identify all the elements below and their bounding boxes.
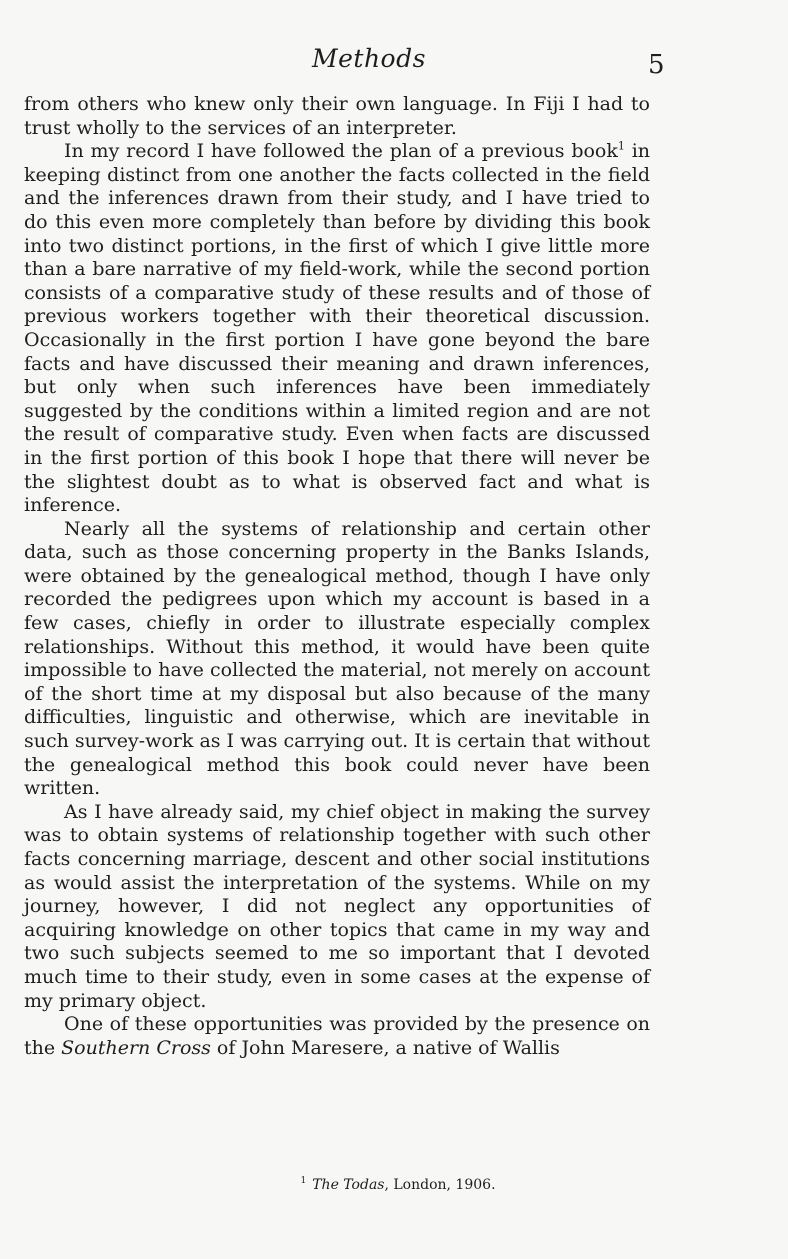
running-title: Methods <box>312 44 426 73</box>
paragraph-5 <box>24 1013 650 1060</box>
footnote-marker: 1 <box>300 1176 307 1187</box>
paragraph-2-rest: in keeping distinct from one another the facts collected in the field and the inferences drawn from their study, and I have tried to do this even more completely than before by dividing this book into two distinct portions, in the first of which I give little more than a bare narrative of my field-work, while the second portion consists of a comparative study of these results and of those of previous workers together with their theoretical discussion. Occasionally in the first portion I have gone beyond the bare facts and have discussed their meaning and drawn inferences, but only when such inferences have been immediately suggested by the conditions within a limited region and are not the result of comparative study. Even when facts are discussed in the first portion of this book I hope that there will never be the slightest doubt as to what is observed fact and what is inference. <box>24 140 651 517</box>
paragraph-5-rest: of John Maresere, a native of Wallis <box>210 1036 560 1059</box>
footnote <box>0 1177 788 1193</box>
body-text <box>24 93 650 1060</box>
paragraph-2-start: In my record I have followed the plan of a previous book <box>64 140 618 163</box>
ship-name: Southern Cross <box>61 1036 211 1059</box>
page-number: 5 <box>648 50 665 80</box>
footnote-work-title: The Todas <box>312 1177 385 1193</box>
paragraph-5-start: One of these opportunities was provided by the presence on the <box>24 1013 650 1059</box>
footnote-reference: 1 <box>617 139 625 153</box>
paragraph-1: from others who knew only their own language. In Fiji I had to trust wholly to the services of an interpreter. <box>24 93 650 139</box>
footnote-citation: , London, 1906. <box>384 1177 496 1193</box>
paragraph-4: As I have already said, my chief object in making the survey was to obtain systems of relationship together with such other facts concerning marriage, descent and other social institutions as would assist the interpretation of the systems. While on my journey, however, I did not neglect any opportunities of acquiring knowledge on other topics that came in my way and two such subjects seemed to me so important that I devoted much time to their study, even in some cases at the expense of my primary object. <box>24 800 650 1012</box>
running-head <box>0 44 788 84</box>
paragraph-3: Nearly all the systems of relationship and certain other data, such as those concerning property in the Banks Islands, were obtained by the genealogical method, though I have only recorded the pedigrees upon which my account is based in a few cases, chiefly in order to illustrate especially complex relationships. Without this method, it would have been quite impossible to have collected the material, not merely on account of the short time at my disposal but also because of the many difficulties, linguistic and otherwise, which are inevitable in such survey-work as I was carrying out. It is certain that without the genealogical method this book could never have been written. <box>24 517 650 800</box>
paragraph-2 <box>24 140 650 518</box>
